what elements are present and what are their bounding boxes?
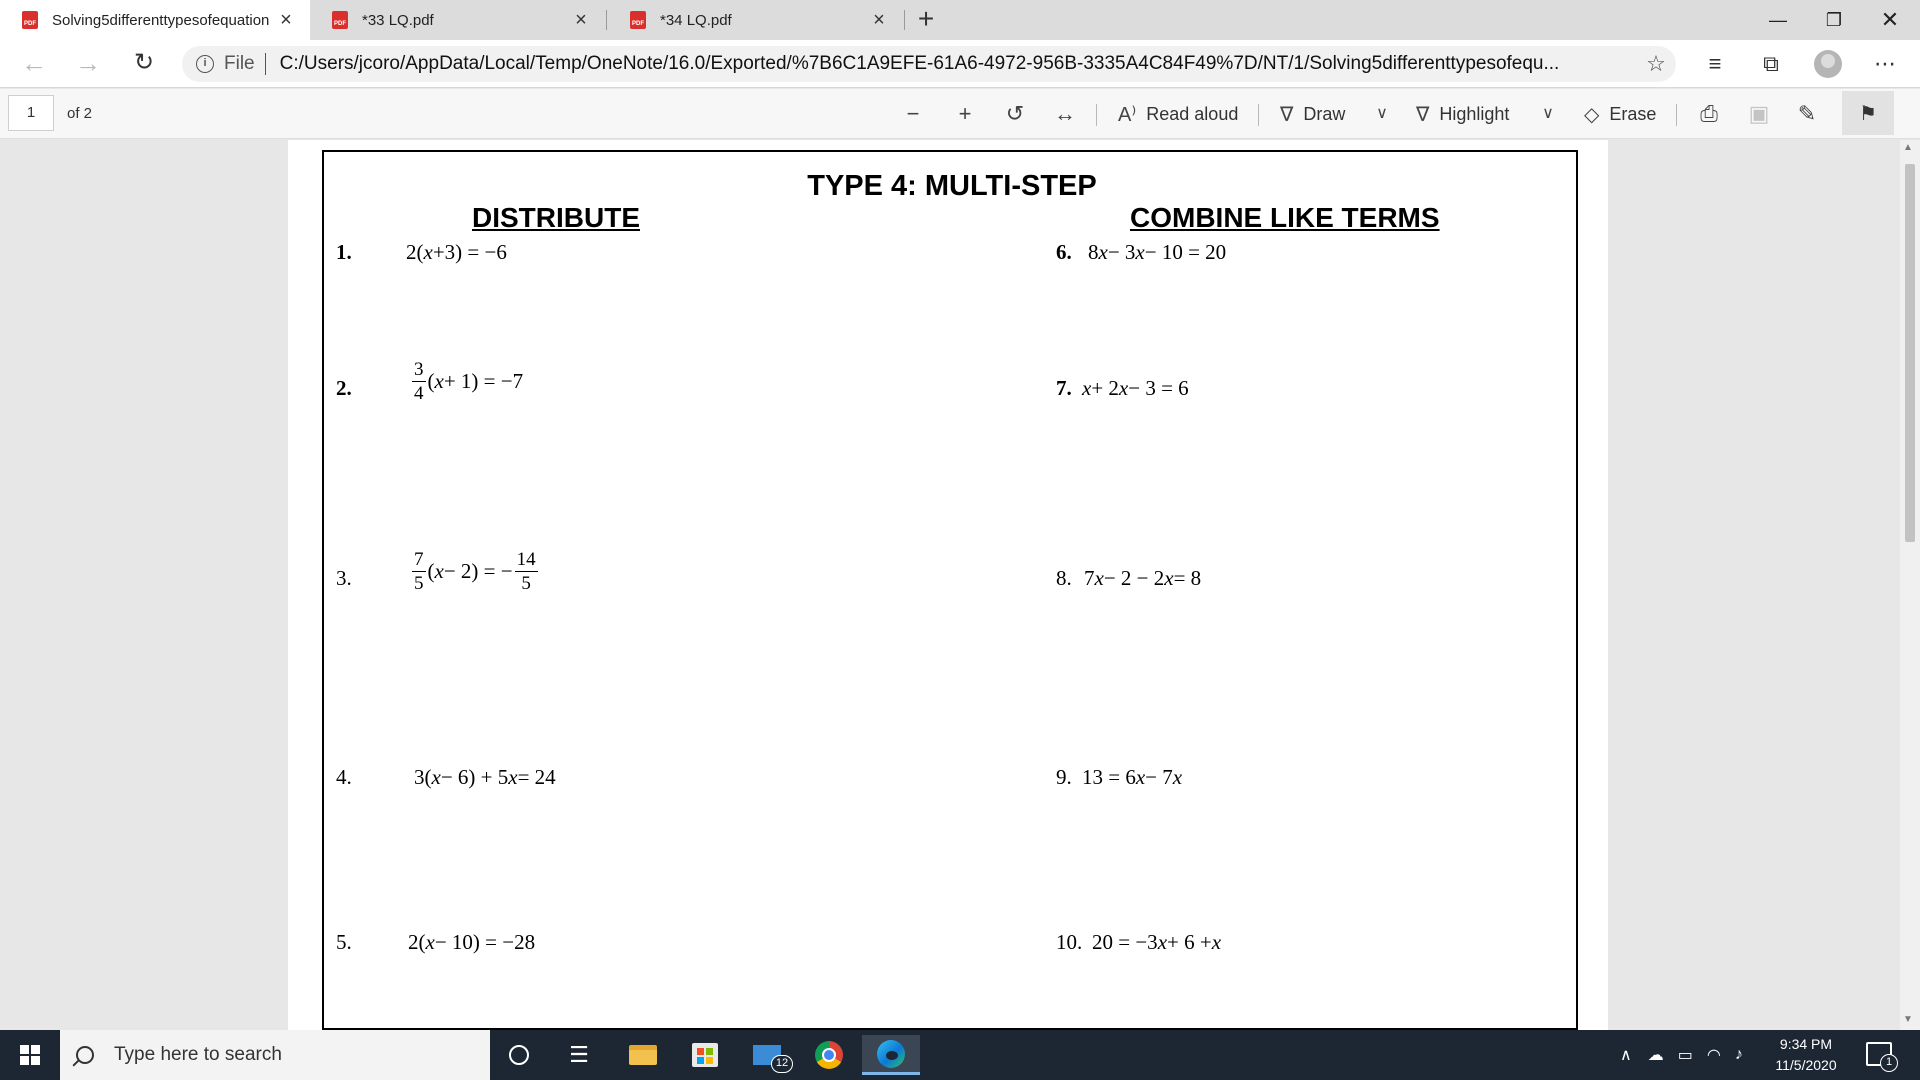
equation-text: ( (427, 559, 435, 583)
draw-button[interactable] (1280, 99, 1345, 129)
tab-title: *33 LQ.pdf (362, 11, 434, 29)
equation-text: 2( (408, 930, 426, 954)
pin-toolbar-icon[interactable]: ⚑ (1842, 91, 1894, 135)
problem-equation (410, 360, 523, 403)
equation-text: = 24 (517, 765, 556, 789)
problem-equation (406, 240, 507, 265)
cortana-icon[interactable] (490, 1035, 548, 1075)
equation-variable: x (1118, 376, 1129, 400)
coefficient-fraction (412, 550, 426, 593)
mail-icon[interactable] (738, 1035, 796, 1075)
equation-variable: x (425, 930, 435, 954)
rotate-icon[interactable]: ↺ (1005, 101, 1025, 126)
show-hidden-icons-chevron-up-icon[interactable]: ∧ (1620, 1047, 1632, 1064)
chrome-icon[interactable] (800, 1035, 858, 1075)
problem-number: 6. (1056, 240, 1072, 264)
notification-count-badge: 1 (1880, 1054, 1898, 1072)
equation-variable: x (1098, 240, 1108, 264)
problem-number: 9. (1056, 765, 1072, 789)
pdf-file-icon: PDF (630, 11, 646, 29)
equation-variable: x (1094, 566, 1104, 590)
equation-text: 20 = −3 (1092, 930, 1158, 954)
file-explorer-icon[interactable] (614, 1035, 672, 1075)
favorite-star-icon[interactable]: ☆ (1646, 51, 1666, 76)
equation-text: 13 = 6 (1082, 765, 1136, 789)
draw-pen-icon: ∇ (1280, 103, 1294, 126)
pdf-file-icon: PDF (332, 11, 348, 29)
pdf-page (288, 140, 1608, 1030)
equation-text: − 3 = 6 (1128, 376, 1189, 400)
forward-icon[interactable]: → (75, 48, 101, 78)
equation-variable: x (431, 765, 441, 789)
url-scheme-label: File (224, 53, 255, 74)
problem-equation (408, 930, 535, 955)
equation-variable: x (434, 369, 444, 393)
highlight-label: Highlight (1439, 103, 1510, 124)
clock-date: 11/5/2020 (1775, 1057, 1837, 1073)
zoom-out-icon[interactable]: − (906, 101, 920, 126)
equation-variable: x (1157, 930, 1168, 954)
equation-text: ( (427, 369, 435, 393)
problem-number: 3. (336, 566, 352, 590)
draw-label: Draw (1303, 103, 1346, 124)
problem-equation (1092, 930, 1221, 955)
task-view-icon[interactable]: ☰ (569, 1042, 589, 1067)
refresh-icon[interactable]: ↻ (133, 49, 155, 76)
close-tab-icon[interactable]: × (575, 8, 587, 31)
equation-text: 8 (1088, 240, 1099, 264)
erase-button[interactable] (1584, 99, 1656, 129)
close-tab-icon[interactable]: × (280, 8, 292, 31)
problem-equation (1082, 376, 1189, 401)
pdf-viewer[interactable] (0, 140, 1900, 1030)
equation-variable: x (1164, 566, 1174, 590)
problem-number: 2. (336, 376, 352, 400)
scroll-down-icon[interactable]: ▼ (1903, 1014, 1913, 1025)
windows-logo-icon (20, 1045, 40, 1065)
close-window-icon[interactable]: ✕ (1880, 7, 1900, 32)
read-aloud-icon: A⁾ (1118, 103, 1137, 126)
toolbar-separator (1096, 104, 1097, 126)
start-button[interactable] (0, 1030, 60, 1080)
equation-text: + 6 + (1167, 930, 1212, 954)
address-bar (0, 40, 1920, 88)
url-text[interactable]: C:/Users/jcoro/AppData/Local/Temp/OneNote/16.0/Exported/%7B6C1A9EFE-61A6-4972-956B-3335A4C84F49%7D/NT/1/Solving5differenttypesofequ... (279, 53, 1560, 74)
fraction-numerator: 7 (414, 549, 424, 570)
url-separator (265, 53, 266, 75)
page-count-label: of 2 (67, 105, 93, 122)
action-center-icon[interactable] (1866, 1042, 1892, 1066)
url-box[interactable] (182, 46, 1676, 82)
combine-like-terms-heading: COMBINE LIKE TERMS (1130, 202, 1440, 233)
equation-text: + 2 (1091, 376, 1119, 400)
microsoft-store-icon[interactable] (676, 1035, 734, 1075)
problem-equation (410, 550, 540, 593)
worksheet-title: TYPE 4: MULTI-STEP (807, 170, 1097, 202)
problem-equation (1082, 765, 1182, 790)
print-icon[interactable]: ⎙ (1700, 101, 1718, 126)
tab-solving5[interactable] (0, 0, 310, 40)
fraction-denominator: 5 (414, 573, 424, 594)
equation-variable: x (1082, 376, 1092, 400)
draw-options-chevron-down-icon[interactable]: ∨ (1376, 105, 1388, 122)
back-icon[interactable]: ← (21, 48, 47, 78)
problem-equation (414, 765, 556, 790)
equation-text: 7 (1084, 566, 1095, 590)
equation-text: − 6) + 5 (440, 765, 509, 789)
scrollbar-thumb[interactable] (1905, 164, 1915, 542)
fraction-denominator: 4 (414, 383, 424, 404)
restore-icon[interactable]: ❐ (1825, 9, 1843, 30)
toolbar-separator (1676, 104, 1677, 126)
problem-equation (1084, 566, 1201, 591)
coefficient-fraction (412, 360, 426, 403)
highlight-button[interactable] (1416, 99, 1509, 129)
new-tab-icon[interactable]: + (917, 3, 935, 34)
problem-equation (1088, 240, 1226, 265)
equation-variable: x (1211, 930, 1222, 954)
worksheet-frame (322, 150, 1578, 1030)
problem-number: 8. (1056, 566, 1072, 590)
equation-text: − 10) = −28 (434, 930, 536, 954)
profile-avatar[interactable] (1814, 50, 1842, 78)
equation-variable: x (1135, 765, 1146, 789)
close-tab-icon[interactable]: × (873, 8, 885, 31)
problem-number: 10. (1056, 930, 1083, 954)
minimize-icon[interactable]: — (1769, 9, 1787, 30)
wifi-icon[interactable]: ◠ (1706, 1047, 1721, 1064)
equation-variable: x (423, 240, 433, 264)
highlighter-icon: ∇ (1416, 103, 1430, 126)
equation-text: +3) = −6 (432, 240, 507, 264)
pdf-toolbar (0, 89, 1920, 139)
tab-title: Solving5differenttypesofequation (52, 11, 270, 29)
equation-variable: x (508, 765, 518, 789)
clock-time: 9:34 PM (1779, 1036, 1833, 1052)
highlight-options-chevron-down-icon[interactable]: ∨ (1542, 105, 1554, 122)
volume-icon[interactable]: ♪ (1734, 1046, 1743, 1063)
equation-text: − 3 (1107, 240, 1136, 264)
equation-variable: x (1135, 240, 1145, 264)
search-icon (76, 1046, 94, 1064)
erase-label: Erase (1609, 103, 1657, 124)
equation-text: − 7 (1145, 765, 1173, 789)
info-icon[interactable]: i (196, 55, 214, 73)
pdf-file-icon: PDF (22, 11, 38, 29)
system-clock[interactable] (1756, 1034, 1856, 1076)
vertical-scrollbar[interactable] (1900, 140, 1920, 1030)
equation-variable: x (1172, 765, 1183, 789)
tab-strip (0, 0, 1920, 40)
battery-icon[interactable]: ▭ (1677, 1047, 1693, 1064)
save-icon[interactable]: ▣ (1748, 101, 1770, 126)
tab-separator (904, 10, 905, 30)
fraction-denominator: 5 (521, 573, 531, 594)
read-aloud-button[interactable] (1118, 99, 1238, 129)
equation-text: = 8 (1173, 566, 1202, 590)
equation-text: − 2 − 2 (1103, 566, 1165, 590)
fraction-numerator: 14 (516, 549, 536, 570)
onedrive-cloud-icon[interactable]: ☁ (1647, 1047, 1664, 1064)
system-tray (1620, 1030, 1743, 1080)
collections-icon[interactable]: ⧉ (1763, 51, 1779, 76)
problem-number: 4. (336, 765, 352, 789)
scroll-up-icon[interactable]: ▲ (1903, 142, 1913, 153)
equation-text: 2( (406, 240, 424, 264)
save-as-icon[interactable]: ✎ (1797, 101, 1817, 126)
toolbar-separator (1258, 104, 1259, 126)
fit-to-width-icon[interactable]: ↔ (1054, 101, 1076, 126)
fraction-numerator: 3 (414, 359, 424, 380)
windows-taskbar (0, 1030, 1920, 1080)
search-placeholder: Type here to search (114, 1044, 282, 1065)
more-options-icon[interactable]: ⋯ (1874, 51, 1896, 76)
problem-number: 7. (1056, 376, 1072, 400)
taskbar-search-box[interactable] (60, 1030, 490, 1080)
favorites-list-icon[interactable]: ≡ (1708, 51, 1722, 76)
edge-icon[interactable] (862, 1035, 920, 1075)
read-aloud-label: Read aloud (1146, 103, 1239, 124)
equation-text: + 1) = −7 (443, 369, 524, 393)
equation-text: − 2) = − (443, 559, 513, 583)
problem-number: 5. (336, 930, 352, 954)
tab-separator (606, 10, 607, 30)
tab-title: *34 LQ.pdf (660, 11, 732, 29)
page-number-input[interactable]: 1 (8, 95, 54, 131)
tab-34-lq[interactable] (608, 0, 903, 40)
eraser-icon: ◇ (1584, 103, 1600, 126)
problem-number: 1. (336, 240, 352, 264)
zoom-in-icon[interactable]: + (958, 101, 972, 126)
tab-33-lq[interactable] (310, 0, 605, 40)
mail-unread-badge: 12 (771, 1055, 793, 1073)
equation-text: − 10 = 20 (1144, 240, 1227, 264)
equation-text: 3( (414, 765, 432, 789)
equation-variable: x (434, 559, 444, 583)
distribute-heading: DISTRIBUTE (472, 202, 640, 233)
rhs-fraction (515, 550, 538, 593)
